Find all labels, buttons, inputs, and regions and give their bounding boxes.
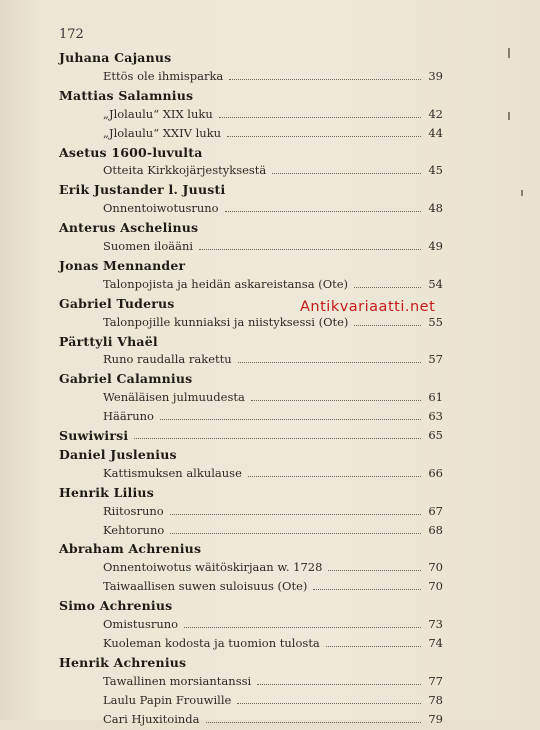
author-heading: Juhana Cajanus [59,50,172,65]
work-title: Onnentoiwotusruno [103,201,219,216]
page-reference: 49 [428,239,443,253]
author-heading: Anterus Aschelinus [59,220,199,236]
author-heading: Simo Achrenius [59,598,173,614]
author-heading: Gabriel Calamnius [59,371,193,387]
work-title: Kehtoruno [103,522,165,537]
page-reference: 42 [428,106,443,121]
author-heading: Mattias Salamnius [59,87,194,103]
dot-leader [326,636,421,647]
dot-leader [354,315,421,326]
work-title: Ettös ole ihmisparka [103,68,224,83]
author-heading: Gabriel Tuderus [59,295,175,311]
work-title: Omistusruno [103,617,179,631]
author-heading: Henrik Lilius [59,484,154,500]
dot-leader [237,693,421,704]
author-heading: Henrik Achrenius [59,654,187,670]
work-title: Kuoleman kodosta ja tuomion tulosta [103,635,320,650]
work-title: Tawallinen morsiantanssi [103,673,252,688]
work-title: Taiwaallisen suwen suloisuus (Ote) [103,579,308,594]
dot-leader [257,674,421,685]
dot-leader [199,239,421,250]
page-reference: 68 [428,522,443,537]
page-reference: 70 [428,579,443,594]
page-reference: 39 [428,68,443,83]
page-reference: 44 [428,125,443,140]
page-reference: 57 [428,352,443,367]
work-title: Wenäläisen julmuudesta [103,390,245,405]
page-reference: 55 [428,314,443,329]
work-title: Suomen iloääni [103,239,194,253]
work-title: „Jlolaulu“ XIX luku [103,106,213,121]
author-heading: Jonas Mennander [59,257,186,273]
author-heading: Asetus 1600-luvulta [59,144,203,160]
page-reference: 48 [428,201,443,216]
page-reference: 74 [428,635,443,650]
dot-leader [248,466,421,477]
dot-leader [227,126,421,137]
work-title: Riitosruno [103,503,164,518]
page-reference: 78 [428,692,443,707]
page-reference: 45 [428,163,443,178]
work-title: Talonpojista ja heidän askareistansa (Ote) [103,276,349,291]
page-reference: 77 [428,673,443,688]
dot-leader [251,390,421,401]
author-heading: Daniel Juslenius [59,446,177,462]
work-title: Kattismuksen alkulause [103,465,242,480]
page-reference: 67 [428,503,443,518]
dot-leader [170,523,421,534]
dot-leader [272,163,421,174]
work-title: Runo raudalla rakettu [103,352,232,367]
page-reference: 73 [428,617,443,631]
page-reference: 70 [428,560,443,575]
dot-leader [225,201,421,212]
work-title: Cari Hjuxitoinda [103,711,200,726]
work-title: Onnentoiwotus wäitöskirjaan w. 1728 [103,560,323,575]
dot-leader [160,409,421,420]
dot-leader [134,428,421,439]
dot-leader [206,712,421,723]
dot-leader [219,107,421,118]
author-heading: Suwiwirsi [59,428,129,443]
page-reference: 65 [428,428,443,442]
page-reference: 61 [428,390,443,405]
dot-leader [229,69,421,80]
watermark-text: Antikvariaatti.net [300,299,436,315]
page-reference: 63 [428,409,443,424]
page-reference: 66 [428,465,443,480]
dot-leader [170,504,421,515]
author-heading: Abraham Achrenius [59,541,202,557]
work-title: Hääruno [103,409,154,424]
work-title: Otteita Kirkkojärjestyksestä [103,163,267,178]
dot-leader [354,277,421,288]
page-reference: 79 [428,711,443,726]
page-reference: 54 [428,276,443,291]
dot-leader [184,617,421,628]
page-number: 172 [59,27,84,42]
dot-leader [328,560,421,571]
author-heading: Erik Justander l. Juusti [59,182,226,198]
dot-leader [313,579,421,590]
dot-leader [238,352,421,363]
work-title: Talonpojille kunniaksi ja niistyksessi (Ote) [103,314,349,329]
work-title: „Jlolaulu“ XXIV luku [103,125,222,140]
author-heading: Pärttyli Vhaël [59,333,158,349]
work-title: Laulu Papin Frouwille [103,692,232,707]
